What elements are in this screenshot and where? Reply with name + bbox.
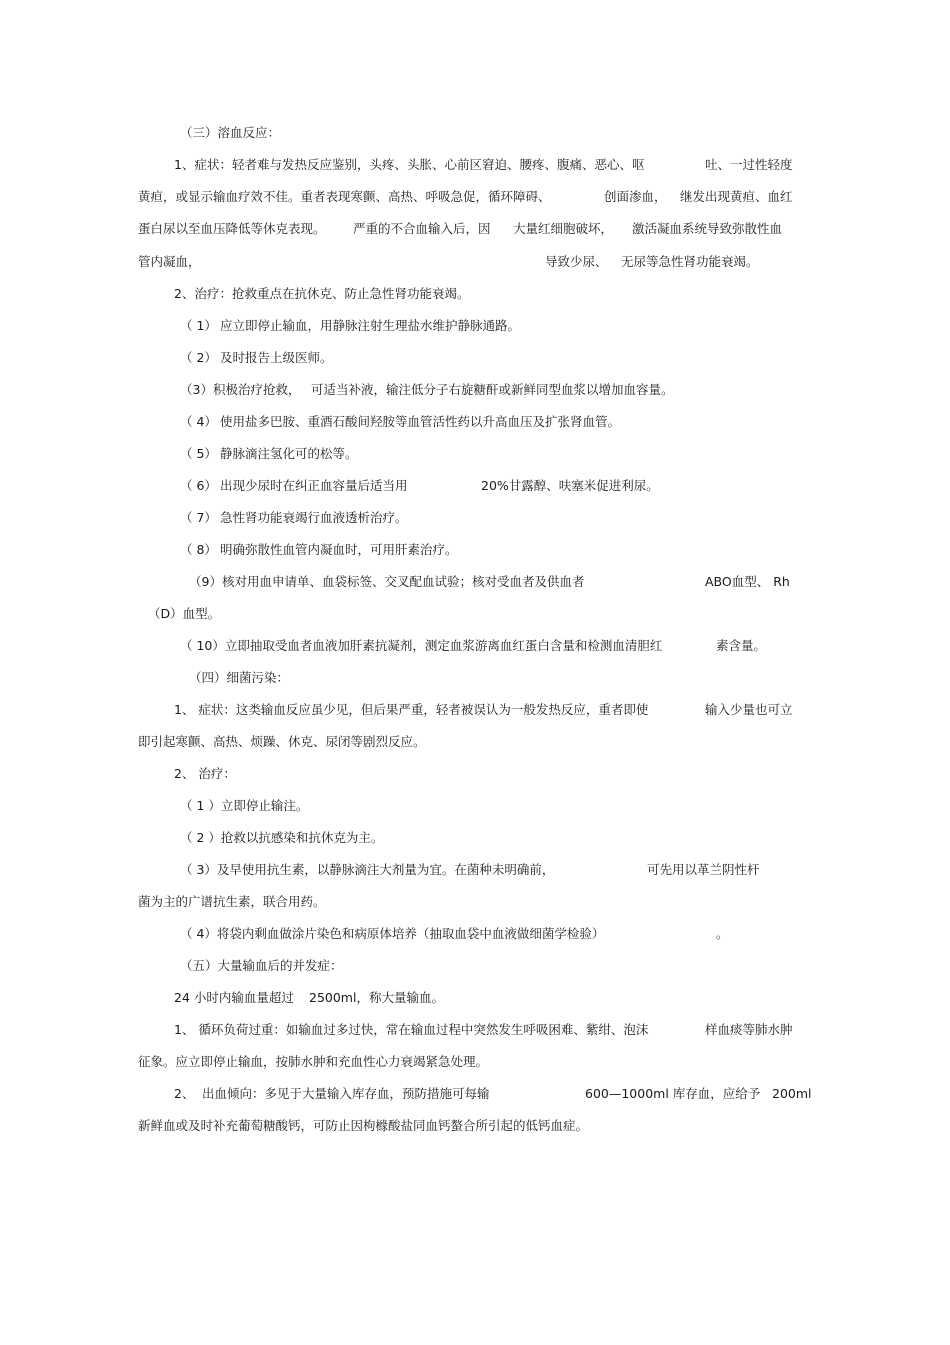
text-segment: （ 1）	[180, 318, 217, 333]
text-segment: 严重的不合血输入后，因	[353, 221, 491, 236]
text-segment: （三）溶血反应：	[180, 125, 281, 140]
text-segment: 出现少尿时在纠正血容量后适当用	[220, 478, 408, 493]
text-segment: ABO血型、 Rh	[705, 574, 790, 589]
text-segment: 即引起寒颤、高热、烦躁、休克、尿闭等剧烈反应。	[138, 734, 426, 749]
text-segment: （3）积极治疗抢救，	[180, 382, 301, 397]
text-segment: 吐、一过性轻度	[705, 157, 793, 172]
text-segment: 2、 治疗：	[174, 766, 236, 781]
text-segment: 征象。应立即停止输血，按肺水肿和充血性心力衰竭紧急处理。	[138, 1054, 489, 1069]
text-segment: （ 6）	[180, 478, 217, 493]
text-segment: （ 8）	[180, 542, 217, 557]
text-segment: 导致少尿、	[545, 254, 608, 269]
text-segment: （ 4）	[180, 414, 217, 429]
text-segment: （ 5）	[180, 446, 217, 461]
text-segment: （五）大量输血后的并发症：	[180, 958, 343, 973]
text-segment: 1、症状：轻者难与发热反应鉴别，头疼、头胀、心前区窘迫、腰疼、腹痛、恶心、呕	[174, 157, 645, 172]
text-segment: 1、 症状：这类输血反应虽少见，但后果严重，轻者被误认为一般发热反应，重者即使	[174, 702, 649, 717]
text-segment: 20%甘露醇、呋塞米促进利尿。	[481, 478, 659, 493]
text-segment: （ 2 ）抢救以抗感染和抗休克为主。	[180, 830, 384, 845]
text-segment: 及时报告上级医师。	[220, 350, 333, 365]
text-segment: 2、	[174, 1086, 195, 1101]
text-segment: 出血倾向：多见于大量输入库存血，预防措施可每输	[202, 1086, 490, 1101]
text-segment: 激活凝血系统导致弥散性血	[632, 221, 783, 236]
text-segment: 。	[716, 926, 729, 941]
text-segment: 输入少量也可立	[705, 702, 793, 717]
text-segment: 1、 循环负荷过重：如输血过多过快，常在输血过程中突然发生呼吸困难、紫绀、泡沫	[174, 1022, 649, 1037]
text-segment: 急性肾功能衰竭行血液透析治疗。	[220, 510, 408, 525]
text-segment: 600—1000ml 库存血，应给予	[585, 1086, 761, 1101]
text-segment: 新鲜血或及时补充葡萄糖酸钙，可防止因枸橼酸盐同血钙螯合所引起的低钙血症。	[138, 1118, 589, 1133]
text-segment: 大量红细胞破坏，	[513, 221, 614, 236]
text-segment: （四）细菌污染：	[189, 670, 290, 685]
text-segment: 明确弥散性血管内凝血时，可用肝素治疗。	[220, 542, 458, 557]
text-segment: 2、治疗：抢救重点在抗休克、防止急性肾功能衰竭。	[174, 286, 470, 301]
text-segment: （ 4）将袋内剩血做涂片染色和病原体培养（抽取血袋中血液做细菌学检验）	[180, 926, 605, 941]
text-segment: （ 10）立即抽取受血者血液加肝素抗凝剂，测定血浆游离血红蛋白含量和检测血清胆红	[180, 638, 663, 653]
text-segment: 2500ml，称大量输血。	[309, 990, 444, 1005]
text-segment: 管内凝血，	[138, 254, 201, 269]
text-segment: 无尿等急性肾功能衰竭。	[621, 254, 759, 269]
text-segment: （ 7）	[180, 510, 217, 525]
text-segment: 样血痰等肺水肿	[705, 1022, 793, 1037]
text-segment: （ 2）	[180, 350, 217, 365]
text-segment: （ 1 ）立即停止输注。	[180, 798, 309, 813]
text-segment: 静脉滴注氢化可的松等。	[220, 446, 358, 461]
text-segment: 可适当补液，输注低分子右旋糖酐或新鲜同型血浆以增加血容量。	[311, 382, 674, 397]
text-segment: 继发出现黄疸、血红	[680, 189, 793, 204]
text-segment: 应立即停止输血，用静脉注射生理盐水维护静脉通路。	[220, 318, 521, 333]
text-segment: 黄疸，或显示输血疗效不佳。重者表现寒颤、高热、呼吸急促，循环障碍、	[138, 189, 551, 204]
text-segment: 使用盐多巴胺、重酒石酸间羟胺等血管活性药以升高血压及扩张肾血管。	[220, 414, 621, 429]
text-segment: 蛋白尿以至血压降低等休克表现。	[138, 221, 326, 236]
text-segment: 24 小时内输血量超过	[174, 990, 294, 1005]
text-segment: （9）核对用血申请单、血袋标签、交叉配血试验；核对受血者及供血者	[189, 574, 585, 589]
text-segment: 可先用以革兰阴性杆	[647, 862, 760, 877]
text-segment: 素含量。	[716, 638, 767, 653]
text-segment: 200ml	[772, 1086, 812, 1101]
text-segment: 创面渗血，	[604, 189, 667, 204]
text-segment: （D）血型。	[148, 606, 221, 621]
text-segment: （ 3）及早使用抗生素，以静脉滴注大剂量为宜。在菌种未明确前，	[180, 862, 555, 877]
text-segment: 菌为主的广谱抗生素，联合用药。	[138, 894, 326, 909]
